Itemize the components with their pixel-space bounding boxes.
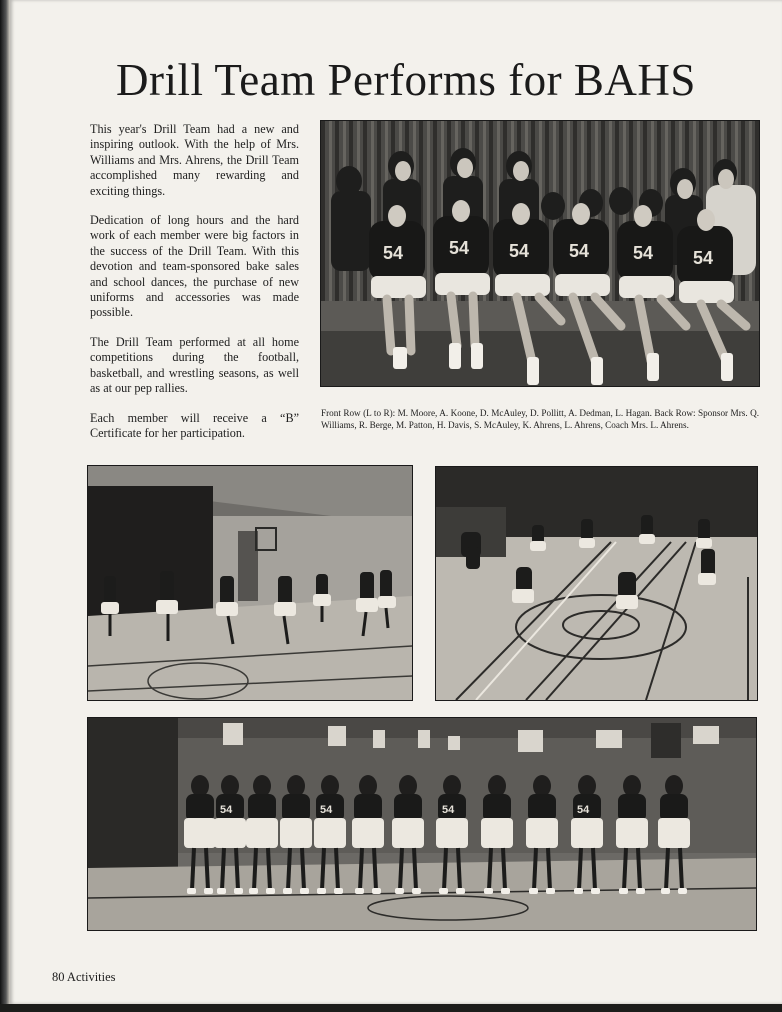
- uniform-number: 54: [569, 241, 590, 261]
- uniform-number: 54: [449, 238, 470, 258]
- paragraph-intro: This year's Drill Team had a new and inspiring outlook. With the help of Mrs. Williams and Mrs. Ahrens, the Drill Team accomplished many rewarding and exciting things.: [90, 122, 299, 198]
- uniform-number: 54: [383, 243, 404, 263]
- photo-caption: Front Row (L to R): M. Moore, A. Koone, D. McAuley, D. Pollitt, A. Dedman, L. Hagan. Back Row: Sponsor Mrs. Q. Williams, R. Berge, M. Patton, H. Davis, S. McAuley, K. Ahrens, L. Ahrens, Coach Mrs. L. Ahrens.: [321, 408, 759, 430]
- uniform-number: 54: [509, 241, 530, 261]
- page-bottom-edge: [0, 1004, 782, 1012]
- uniform-number: 54: [577, 804, 590, 816]
- paragraph-performances: The Drill Team performed at all home competitions during the football, basketball, and wrestling seasons, as well as at our pep rallies.: [90, 335, 299, 396]
- drill-team-line-photo: [87, 717, 757, 931]
- uniform-number: 54: [220, 804, 233, 816]
- page-footer: 80 Activities: [52, 970, 116, 984]
- uniform-number: 54: [442, 804, 455, 816]
- uniform-number: 54: [693, 248, 714, 268]
- binding-edge: [0, 0, 10, 1012]
- paragraph-certificate: Each member will receive a “B” Certificate for her participation.: [90, 411, 299, 441]
- gym-performance-photo-right: [435, 466, 758, 701]
- uniform-number: 54: [320, 804, 333, 816]
- uniform-number: 54: [633, 243, 654, 263]
- gym-performance-photo-left: [87, 465, 413, 701]
- paragraph-dedication: Dedication of long hours and the hard work of each member were big factors in the success of the Drill Team. With this devotion and team-sponsored bake sales and school dances, the purchase of new uniforms and accessories was made possible.: [90, 213, 299, 320]
- team-group-photo: [320, 120, 760, 387]
- page-title: Drill Team Performs for BAHS: [116, 55, 696, 105]
